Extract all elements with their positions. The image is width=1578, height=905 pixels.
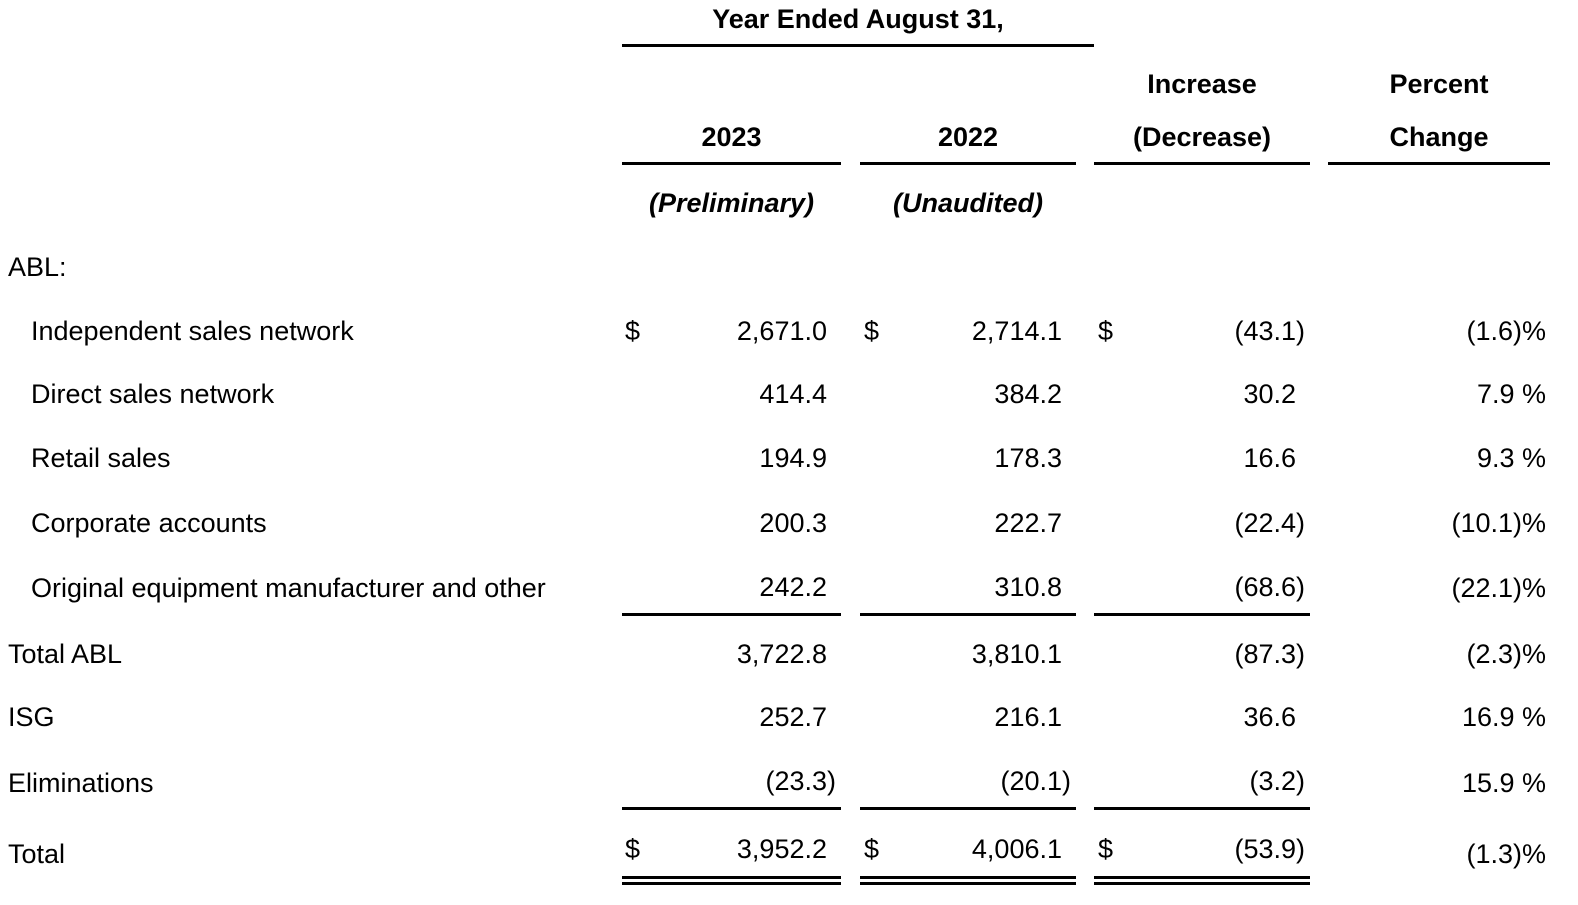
row-change: 16.6	[1243, 443, 1296, 473]
row-value-2022: 2,714.1	[971, 316, 1062, 346]
row-percent: 7.9 %	[1476, 379, 1546, 409]
row-value-2023: 242.2	[759, 572, 827, 602]
row-value-2022: 384.2	[994, 379, 1062, 409]
row-label: ISG	[8, 702, 55, 732]
total-rule-2023	[622, 807, 841, 810]
period-header: Year Ended August 31,	[712, 4, 1004, 34]
row-label: Retail sales	[31, 443, 171, 473]
currency-symbol: $	[625, 316, 641, 346]
increase-header-rule	[1094, 162, 1310, 165]
row-value-2023: 200.3	[759, 508, 827, 538]
row-value-2022: 216.1	[994, 702, 1062, 732]
grand-total-double-rule-2023	[622, 876, 841, 885]
row-change: (68.6)	[1234, 572, 1305, 602]
total-rule-change	[1094, 807, 1310, 810]
row-label: Total	[8, 839, 66, 869]
currency-symbol: $	[1098, 316, 1114, 346]
row-percent: 16.9 %	[1461, 702, 1546, 732]
row-label: Eliminations	[8, 768, 154, 798]
currency-symbol: $	[625, 834, 641, 864]
row-label: Corporate accounts	[31, 508, 267, 538]
row-label: Direct sales network	[31, 379, 275, 409]
subtotal-rule-change	[1094, 613, 1310, 616]
col-2022-header: 2022	[937, 122, 999, 152]
row-change: 30.2	[1243, 379, 1296, 409]
increase-header-line1: Increase	[1147, 69, 1257, 99]
row-percent: 15.9 %	[1461, 768, 1546, 798]
row-value-2023: 414.4	[759, 379, 827, 409]
row-percent: (22.1)%	[1451, 573, 1546, 603]
row-value-2023: 3,722.8	[736, 639, 827, 669]
row-change: (22.4)	[1234, 508, 1305, 538]
col-2023-header: 2023	[701, 122, 762, 152]
status-2022: (Unaudited)	[893, 188, 1043, 218]
period-header-rule	[622, 44, 1094, 47]
row-percent: (2.3)%	[1466, 639, 1546, 669]
row-change: 36.6	[1243, 702, 1296, 732]
row-value-2023: 2,671.0	[736, 316, 827, 346]
subtotal-rule-2022	[860, 613, 1076, 616]
row-change: (87.3)	[1234, 639, 1305, 669]
row-change: (43.1)	[1234, 316, 1305, 346]
row-label: Total ABL	[8, 639, 123, 669]
row-value-2022: (20.1)	[1000, 766, 1071, 796]
row-label: Original equipment manufacturer and other	[31, 573, 546, 603]
percent-header-rule	[1328, 162, 1550, 165]
row-value-2023: 194.9	[759, 443, 827, 473]
percent-header-line2: Change	[1389, 122, 1489, 152]
grand-total-double-rule-change	[1094, 876, 1310, 885]
section-label-abl: ABL:	[8, 252, 67, 282]
percent-header-line1: Percent	[1389, 69, 1489, 99]
status-2023: (Preliminary)	[648, 188, 815, 218]
row-change: (53.9)	[1234, 834, 1305, 864]
row-percent: (10.1)%	[1451, 508, 1546, 538]
currency-symbol: $	[1098, 834, 1114, 864]
subtotal-rule-2023	[622, 613, 841, 616]
row-change: (3.2)	[1249, 766, 1305, 796]
row-percent: 9.3 %	[1476, 443, 1546, 473]
row-value-2022: 222.7	[994, 508, 1062, 538]
row-value-2022: 178.3	[994, 443, 1062, 473]
increase-header-line2: (Decrease)	[1132, 122, 1272, 152]
row-percent: (1.3)%	[1466, 839, 1546, 869]
total-rule-2022	[860, 807, 1076, 810]
row-value-2022: 3,810.1	[971, 639, 1062, 669]
row-value-2023: (23.3)	[765, 766, 836, 796]
col-2023-header-rule	[622, 162, 841, 165]
row-percent: (1.6)%	[1466, 316, 1546, 346]
row-value-2022: 4,006.1	[971, 834, 1062, 864]
currency-symbol: $	[864, 316, 880, 346]
col-2022-header-rule	[860, 162, 1076, 165]
row-value-2023: 3,952.2	[736, 834, 827, 864]
grand-total-double-rule-2022	[860, 876, 1076, 885]
row-value-2023: 252.7	[759, 702, 827, 732]
row-value-2022: 310.8	[994, 572, 1062, 602]
row-label: Independent sales network	[31, 316, 354, 346]
currency-symbol: $	[864, 834, 880, 864]
